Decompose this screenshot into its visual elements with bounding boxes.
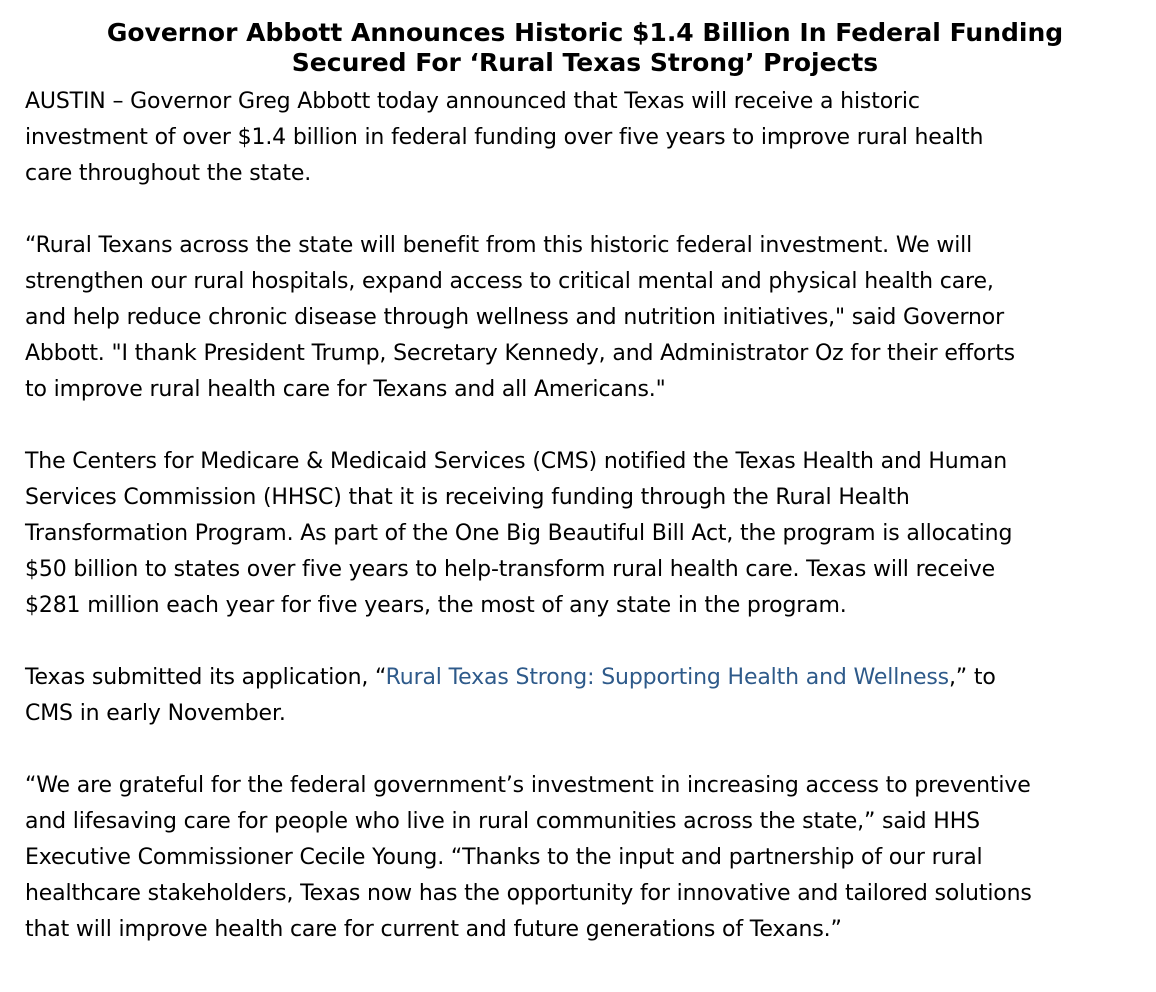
text-line: AUSTIN – Governor Greg Abbott today announced that Texas will receive a historic (25, 89, 920, 114)
text-line: “Rural Texans across the state will benefit from this historic federal investment. We will (25, 233, 973, 258)
text-line: Executive Commissioner Cecile Young. “Thanks to the input and partnership of our rural (25, 845, 983, 870)
text-line: investment of over $1.4 billion in federal funding over five years to improve rural health (25, 125, 984, 150)
text-line: that will improve health care for current and future generations of Texans.” (25, 917, 842, 942)
paragraph-hhs-quote (25, 768, 1145, 948)
text-line: $50 billion to states over five years to help-transform rural health care. Texas will receive (25, 557, 995, 582)
application-text-after: ,” to (948, 665, 996, 690)
text-line: healthcare stakeholders, Texas now has the opportunity for innovative and tailored solutions (25, 881, 1032, 906)
text-line: Services Commission (HHSC) that it is receiving funding through the Rural Health (25, 485, 910, 510)
headline (25, 18, 1145, 78)
text-line: $281 million each year for five years, the most of any state in the program. (25, 593, 847, 618)
text-line: CMS in early November. (25, 701, 286, 726)
application-text-before: Texas submitted its application, “ (25, 665, 386, 690)
text-line: Abbott. "I thank President Trump, Secretary Kennedy, and Administrator Oz for their efforts (25, 341, 1015, 366)
text-line: to improve rural health care for Texans and all Americans." (25, 377, 666, 402)
paragraph-governor-quote (25, 228, 1145, 408)
text-line: strengthen our rural hospitals, expand access to critical mental and physical health care, (25, 269, 994, 294)
text-line: “We are grateful for the federal government’s investment in increasing access to preventive (25, 773, 1031, 798)
text-line: The Centers for Medicare & Medicaid Services (CMS) notified the Texas Health and Human (25, 449, 1007, 474)
text-line: and help reduce chronic disease through wellness and nutrition initiatives," said Governor (25, 305, 1005, 330)
text-line (25, 660, 1145, 696)
paragraph-intro (25, 84, 1145, 192)
text-line: care throughout the state. (25, 161, 312, 186)
rural-texas-strong-link[interactable]: Rural Texas Strong: Supporting Health and Wellness (385, 665, 949, 690)
text-line: and lifesaving care for people who live in rural communities across the state,” said HHS (25, 809, 980, 834)
paragraph-cms-funding (25, 444, 1145, 624)
paragraph-application (25, 660, 1145, 732)
headline-line-2: Secured For ‘Rural Texas Strong’ Projects (291, 48, 879, 77)
press-release (25, 18, 1145, 984)
text-line: Transformation Program. As part of the One Big Beautiful Bill Act, the program is allocating (25, 521, 1013, 546)
headline-line-1: Governor Abbott Announces Historic $1.4 Billion In Federal Funding (106, 18, 1064, 47)
